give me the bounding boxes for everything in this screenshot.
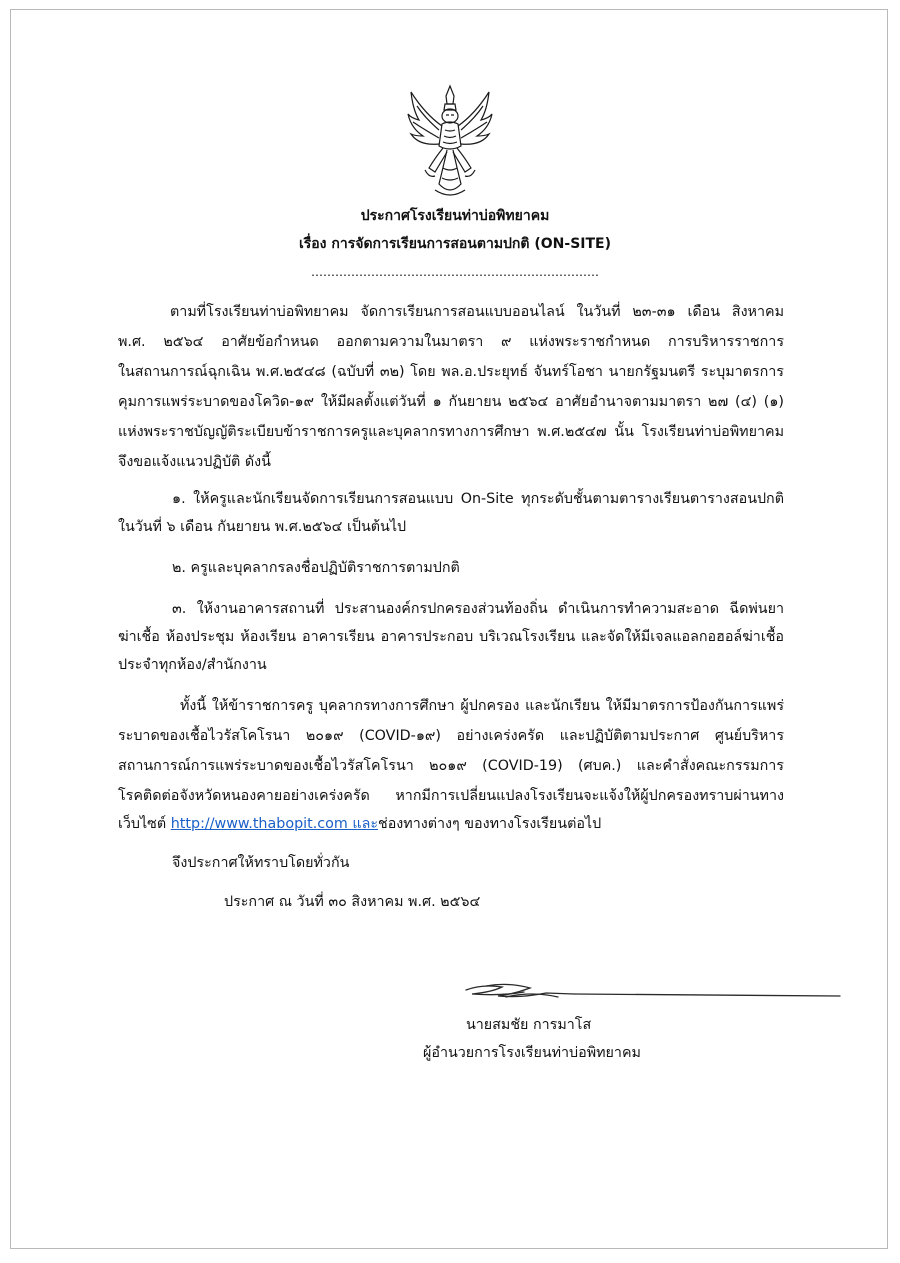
- signer-position: ผู้อำนวยการโรงเรียนท่าบ่อพิทยาคม: [423, 1045, 641, 1061]
- item-1-line: ๑. ให้ครูและนักเรียนจัดการเรียนการสอนแบบ On-Site ทุกระดับชั้นตามตารางเรียนตารางสอนปกติ: [172, 491, 784, 507]
- intro-line: คุมการแพร่ระบาดของโควิด-๑๙ ให้มีผลตั้งแต่วันที่ ๑ กันยายน ๒๕๖๔ อาศัยอำนาจตามมาตรา ๒๗ (๔) (๑): [118, 394, 784, 410]
- announcement-title: ประกาศโรงเรียนท่าบ่อพิทยาคม: [360, 208, 550, 224]
- item-3-line: ฆ่าเชื้อ ห้องประชุม ห้องเรียน อาคารเรียน อาคารประกอบ บริเวณโรงเรียน และจัดให้มีเจลแอลกอฮอล์ฆ่าเชื้อ: [118, 629, 784, 645]
- item-1-line: ในวันที่ ๖ เดือน กันยายน พ.ศ.๒๕๖๔ เป็นต้นไป: [118, 519, 407, 535]
- closing-line: ทั้งนี้ ให้ข้าราชการครู บุคลากรทางการศึกษา ผู้ปกครอง และนักเรียน ให้มีมาตรการป้องกันการแพร่: [180, 698, 784, 714]
- item-2-line: ๒. ครูและบุคลากรลงชื่อปฏิบัติราชการตามปกติ: [172, 560, 460, 576]
- title-divider: ………………………………………………………………: [311, 265, 599, 279]
- signature-icon: [462, 978, 844, 1008]
- subject-title: เรื่อง การจัดการเรียนการสอนตามปกติ (ON-SITE): [298, 236, 612, 252]
- closing-website-label: เว็บไซต์: [118, 816, 171, 832]
- closing-line: โรคติดต่อจังหวัดหนองคายอย่างเคร่งครัด หากมีการเปลี่ยนแปลงโรงเรียนจะแจ้งให้ผู้ปกครองทราบผ่านทาง: [118, 788, 784, 804]
- item-3-line: ๓. ให้งานอาคารสถานที่ ประสานองค์กรปกครองส่วนท้องถิ่น ดำเนินการทำความสะอาด ฉีดพ่นยา: [172, 601, 784, 617]
- intro-line: จึงขอแจ้งแนวปฏิบัติ ดังนี้: [118, 454, 271, 470]
- signer-name: นายสมชัย การมาโส: [466, 1017, 592, 1033]
- intro-line: พ.ศ. ๒๕๖๔ อาศัยข้อกำหนด ออกตามความในมาตรา ๙ แห่งพระราชกำหนด การบริหารราชการ: [118, 334, 784, 350]
- closing-line: สถานการณ์การแพร่ระบาดของเชื้อไวรัสโคโรนา ๒๐๑๙ (COVID-19) (ศบค.) และคำสั่งคณะกรรมการ: [118, 758, 784, 774]
- intro-line: ตามที่โรงเรียนท่าบ่อพิทยาคม จัดการเรียนการสอนแบบออนไลน์ ในวันที่ ๒๓-๓๑ เดือน สิงหาคม: [170, 304, 784, 320]
- date-line: ประกาศ ณ วันที่ ๓๐ สิงหาคม พ.ศ. ๒๕๖๔: [224, 894, 481, 910]
- garuda-emblem-icon: [405, 84, 495, 202]
- item-3-line: ประจำทุกห้อง/สำนักงาน: [118, 657, 267, 673]
- announce-line: จึงประกาศให้ทราบโดยทั่วกัน: [172, 855, 350, 871]
- closing-suffix: ช่องทางต่างๆ ของทางโรงเรียนต่อไป: [378, 816, 602, 832]
- closing-last-line: [118, 812, 784, 836]
- intro-line: ในสถานการณ์ฉุกเฉิน พ.ศ.๒๕๔๘ (ฉบับที่ ๓๒) โดย พล.อ.ประยุทธ์ จันทร์โอชา นายกรัฐมนตรี ระบุมาตรการ: [118, 364, 784, 380]
- intro-line: แห่งพระราชบัญญัติระเบียบข้าราชการครูและบุคลากรทางการศึกษา พ.ศ.๒๕๔๗ นั้น โรงเรียนท่าบ่อพิทยาคม: [118, 424, 784, 440]
- closing-line: ระบาดของเชื้อไวรัสโคโรนา ๒๐๑๙ (COVID-๑๙) อย่างเคร่งครัด และปฏิบัติตามประกาศ ศูนย์บริหาร: [118, 728, 784, 744]
- website-link[interactable]: http://www.thabopit.com และ: [170, 816, 379, 832]
